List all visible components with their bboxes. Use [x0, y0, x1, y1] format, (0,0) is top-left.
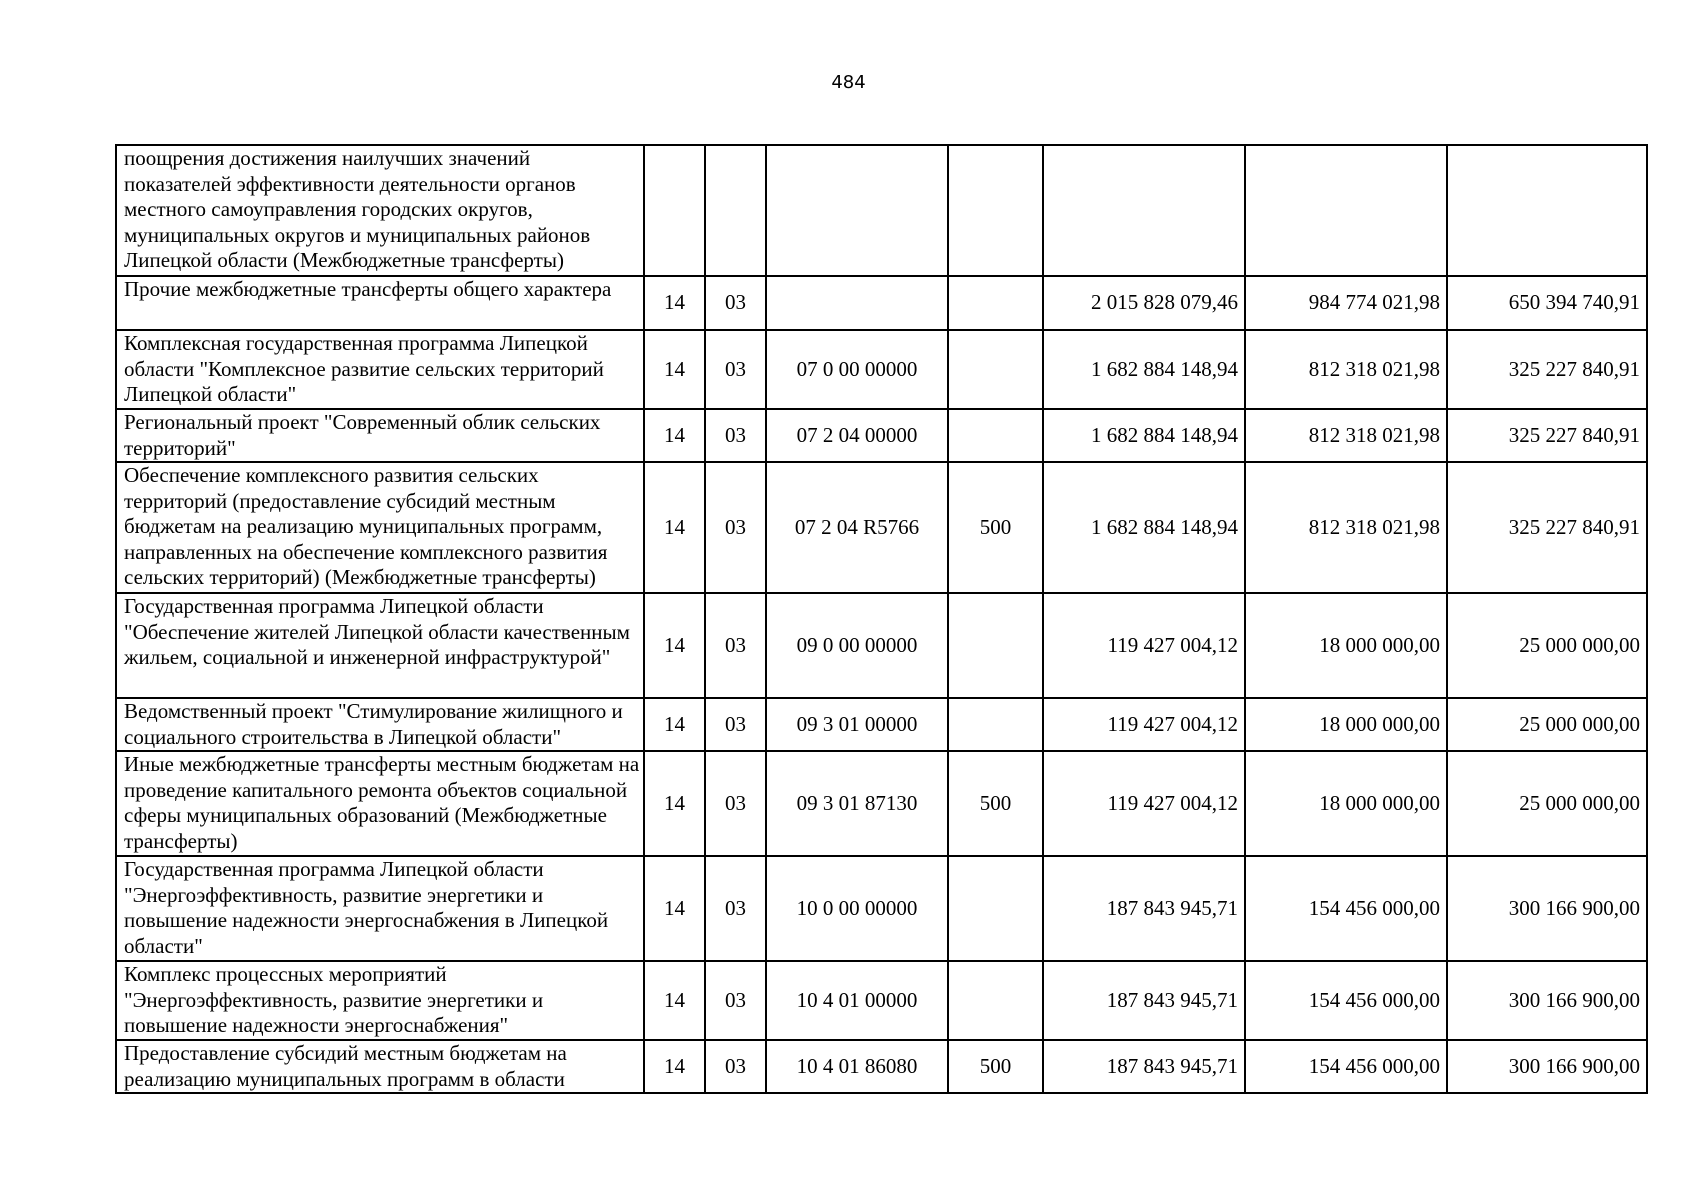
target-article-code: 09 3 01 00000 — [766, 698, 948, 751]
row-name: Комплекс процессных мероприятий "Энергоэффективность, развитие энергетики и повышение надежности энергоснабжения" — [116, 961, 644, 1040]
row-name: Региональный проект "Современный облик сельских территорий" — [116, 409, 644, 462]
section-code: 14 — [644, 330, 705, 409]
row-name: поощрения достижения наилучших значений показателей эффективности деятельности органов местного самоуправления городских округов, муниципальных округов и муниципальных районов Липецкой области (Межбюджетные трансферты) — [116, 145, 644, 276]
expense-type-code — [948, 330, 1043, 409]
row-name: Предоставление субсидий местным бюджетам на реализацию муниципальных программ в области — [116, 1040, 644, 1093]
section-code: 14 — [644, 698, 705, 751]
expense-type-code — [948, 593, 1043, 698]
amount-year-2 — [1245, 145, 1447, 276]
page-number: 484 — [831, 72, 866, 93]
row-name: Обеспечение комплексного развития сельских территорий (предоставление субсидий местным бюджетам на реализацию муниципальных программ, направленных на обеспечение комплексного развития сельских территорий) (Межбюджетные трансферты) — [116, 462, 644, 593]
amount-year-2: 812 318 021,98 — [1245, 330, 1447, 409]
amount-year-1: 1 682 884 148,94 — [1043, 462, 1245, 593]
subsection-code: 03 — [705, 593, 766, 698]
table-row — [116, 961, 1647, 1040]
row-name: Комплексная государственная программа Липецкой области "Комплексное развитие сельских территорий Липецкой области" — [116, 330, 644, 409]
amount-year-1: 119 427 004,12 — [1043, 751, 1245, 856]
row-name: Государственная программа Липецкой области "Энергоэффективность, развитие энергетики и повышение надежности энергоснабжения в Липецкой области" — [116, 856, 644, 961]
target-article-code: 09 0 00 00000 — [766, 593, 948, 698]
target-article-code — [766, 276, 948, 330]
subsection-code: 03 — [705, 462, 766, 593]
table-row — [116, 856, 1647, 961]
expense-type-code — [948, 276, 1043, 330]
subsection-code: 03 — [705, 751, 766, 856]
amount-year-2: 154 456 000,00 — [1245, 1040, 1447, 1093]
budget-table — [115, 144, 1648, 1094]
amount-year-3: 25 000 000,00 — [1447, 593, 1647, 698]
subsection-code: 03 — [705, 961, 766, 1040]
subsection-code: 03 — [705, 856, 766, 961]
expense-type-code — [948, 961, 1043, 1040]
section-code: 14 — [644, 276, 705, 330]
table-row — [116, 462, 1647, 593]
target-article-code: 09 3 01 87130 — [766, 751, 948, 856]
amount-year-3: 25 000 000,00 — [1447, 751, 1647, 856]
target-article-code: 10 4 01 00000 — [766, 961, 948, 1040]
table-row — [116, 145, 1647, 276]
subsection-code: 03 — [705, 330, 766, 409]
amount-year-2: 812 318 021,98 — [1245, 409, 1447, 462]
row-name: Государственная программа Липецкой области "Обеспечение жителей Липецкой области качественным жильем, социальной и инженерной инфраструктурой" — [116, 593, 644, 698]
amount-year-2: 812 318 021,98 — [1245, 462, 1447, 593]
table-row — [116, 1040, 1647, 1093]
amount-year-1: 187 843 945,71 — [1043, 856, 1245, 961]
section-code: 14 — [644, 751, 705, 856]
expense-type-code — [948, 856, 1043, 961]
amount-year-2: 18 000 000,00 — [1245, 593, 1447, 698]
row-name: Прочие межбюджетные трансферты общего характера — [116, 276, 644, 330]
amount-year-2: 18 000 000,00 — [1245, 751, 1447, 856]
section-code: 14 — [644, 1040, 705, 1093]
expense-type-code: 500 — [948, 1040, 1043, 1093]
subsection-code: 03 — [705, 1040, 766, 1093]
subsection-code: 03 — [705, 409, 766, 462]
amount-year-1: 119 427 004,12 — [1043, 698, 1245, 751]
table-row — [116, 409, 1647, 462]
amount-year-1: 119 427 004,12 — [1043, 593, 1245, 698]
table-row — [116, 276, 1647, 330]
target-article-code: 07 2 04 R5766 — [766, 462, 948, 593]
amount-year-3: 325 227 840,91 — [1447, 330, 1647, 409]
subsection-code — [705, 145, 766, 276]
target-article-code — [766, 145, 948, 276]
amount-year-3: 650 394 740,91 — [1447, 276, 1647, 330]
amount-year-1: 1 682 884 148,94 — [1043, 409, 1245, 462]
subsection-code: 03 — [705, 276, 766, 330]
section-code: 14 — [644, 961, 705, 1040]
section-code — [644, 145, 705, 276]
row-name: Иные межбюджетные трансферты местным бюджетам на проведение капитального ремонта объектов социальной сферы муниципальных образований (Межбюджетные трансферты) — [116, 751, 644, 856]
section-code: 14 — [644, 462, 705, 593]
amount-year-1: 187 843 945,71 — [1043, 961, 1245, 1040]
target-article-code: 10 0 00 00000 — [766, 856, 948, 961]
amount-year-2: 154 456 000,00 — [1245, 961, 1447, 1040]
row-name: Ведомственный проект "Стимулирование жилищного и социального строительства в Липецкой области" — [116, 698, 644, 751]
section-code: 14 — [644, 856, 705, 961]
amount-year-2: 18 000 000,00 — [1245, 698, 1447, 751]
section-code: 14 — [644, 593, 705, 698]
amount-year-1: 2 015 828 079,46 — [1043, 276, 1245, 330]
amount-year-3: 325 227 840,91 — [1447, 409, 1647, 462]
expense-type-code — [948, 698, 1043, 751]
expense-type-code: 500 — [948, 751, 1043, 856]
amount-year-1 — [1043, 145, 1245, 276]
table-row — [116, 593, 1647, 698]
amount-year-3 — [1447, 145, 1647, 276]
section-code: 14 — [644, 409, 705, 462]
target-article-code: 10 4 01 86080 — [766, 1040, 948, 1093]
target-article-code: 07 0 00 00000 — [766, 330, 948, 409]
amount-year-3: 325 227 840,91 — [1447, 462, 1647, 593]
table-row — [116, 330, 1647, 409]
amount-year-2: 154 456 000,00 — [1245, 856, 1447, 961]
amount-year-2: 984 774 021,98 — [1245, 276, 1447, 330]
table-row — [116, 698, 1647, 751]
expense-type-code: 500 — [948, 462, 1043, 593]
amount-year-1: 187 843 945,71 — [1043, 1040, 1245, 1093]
amount-year-3: 300 166 900,00 — [1447, 1040, 1647, 1093]
amount-year-3: 25 000 000,00 — [1447, 698, 1647, 751]
target-article-code: 07 2 04 00000 — [766, 409, 948, 462]
subsection-code: 03 — [705, 698, 766, 751]
table-row — [116, 751, 1647, 856]
expense-type-code — [948, 145, 1043, 276]
amount-year-1: 1 682 884 148,94 — [1043, 330, 1245, 409]
expense-type-code — [948, 409, 1043, 462]
amount-year-3: 300 166 900,00 — [1447, 856, 1647, 961]
amount-year-3: 300 166 900,00 — [1447, 961, 1647, 1040]
